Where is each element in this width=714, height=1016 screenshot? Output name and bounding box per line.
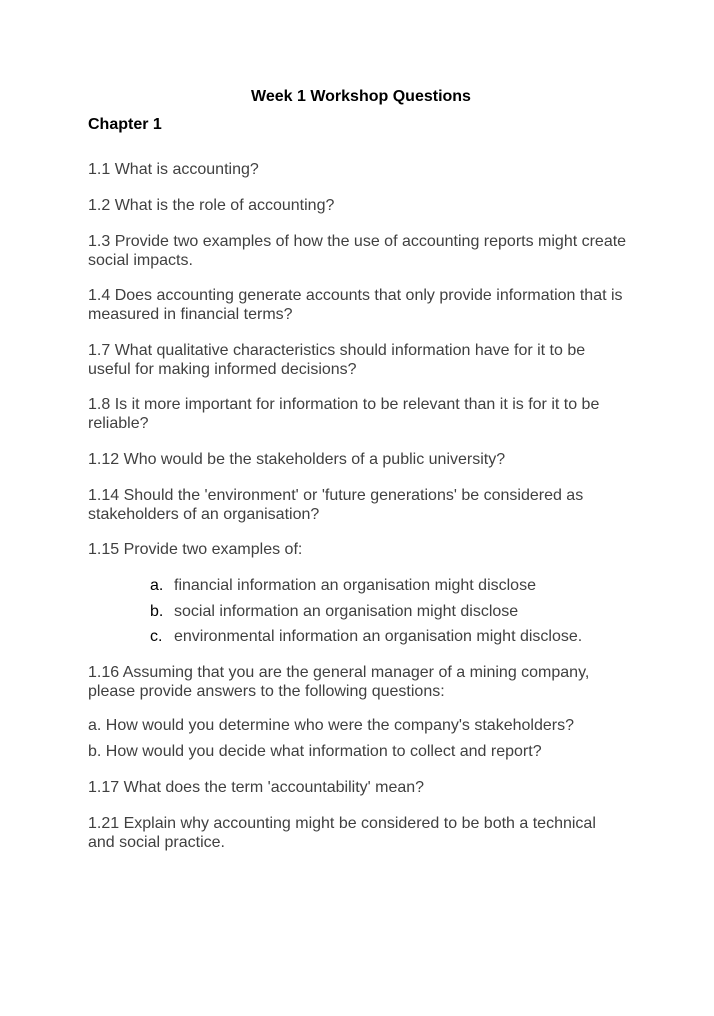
sub-list: [150, 576, 582, 653]
question-1-7: 1.7 What qualitative characteristics should information have for it to be useful for making informed decisions?: [88, 342, 586, 378]
list-item: [150, 627, 582, 653]
list-item-text: environmental information an organisation might disclose.: [174, 628, 583, 645]
list-item-text: social information an organisation might disclose: [174, 602, 519, 620]
question-1-12: 1.12 Who would be the stakeholders of a public university?: [88, 451, 506, 468]
list-item-text: financial information an organisation might disclose: [174, 577, 536, 594]
question-1-16-a: a. How would you determine who were the company's stakeholders?: [88, 717, 574, 734]
list-marker: b.: [150, 602, 164, 620]
question-1-1: 1.1 What is accounting?: [88, 161, 259, 178]
question-1-8: 1.8 Is it more important for information to be relevant than it is for it to be reliable?: [88, 396, 600, 432]
question-1-16: 1.16 Assuming that you are the general manager of a mining company, please provide answers to the following questions:: [88, 664, 590, 700]
question-1-3: 1.3 Provide two examples of how the use of accounting reports might create social impacts.: [88, 233, 627, 269]
question-1-4: 1.4 Does accounting generate accounts that only provide information that is measured in financial terms?: [88, 287, 623, 323]
list-item: [150, 576, 582, 602]
list-marker: c.: [150, 628, 163, 645]
question-1-15: 1.15 Provide two examples of:: [88, 541, 303, 558]
document-title: Week 1 Workshop Questions: [251, 88, 471, 105]
list-marker: a.: [150, 577, 164, 594]
chapter-heading: Chapter 1: [88, 116, 162, 133]
question-1-16-b: b. How would you decide what information to collect and report?: [88, 743, 542, 760]
question-1-21: 1.21 Explain why accounting might be considered to be both a technical and social practice.: [88, 815, 596, 851]
question-1-17: 1.17 What does the term 'accountability' mean?: [88, 779, 425, 796]
list-item: [150, 602, 582, 628]
question-1-14: 1.14 Should the 'environment' or 'future generations' be considered as stakeholders of an organisation?: [88, 487, 584, 523]
question-1-2: 1.2 What is the role of accounting?: [88, 197, 335, 214]
